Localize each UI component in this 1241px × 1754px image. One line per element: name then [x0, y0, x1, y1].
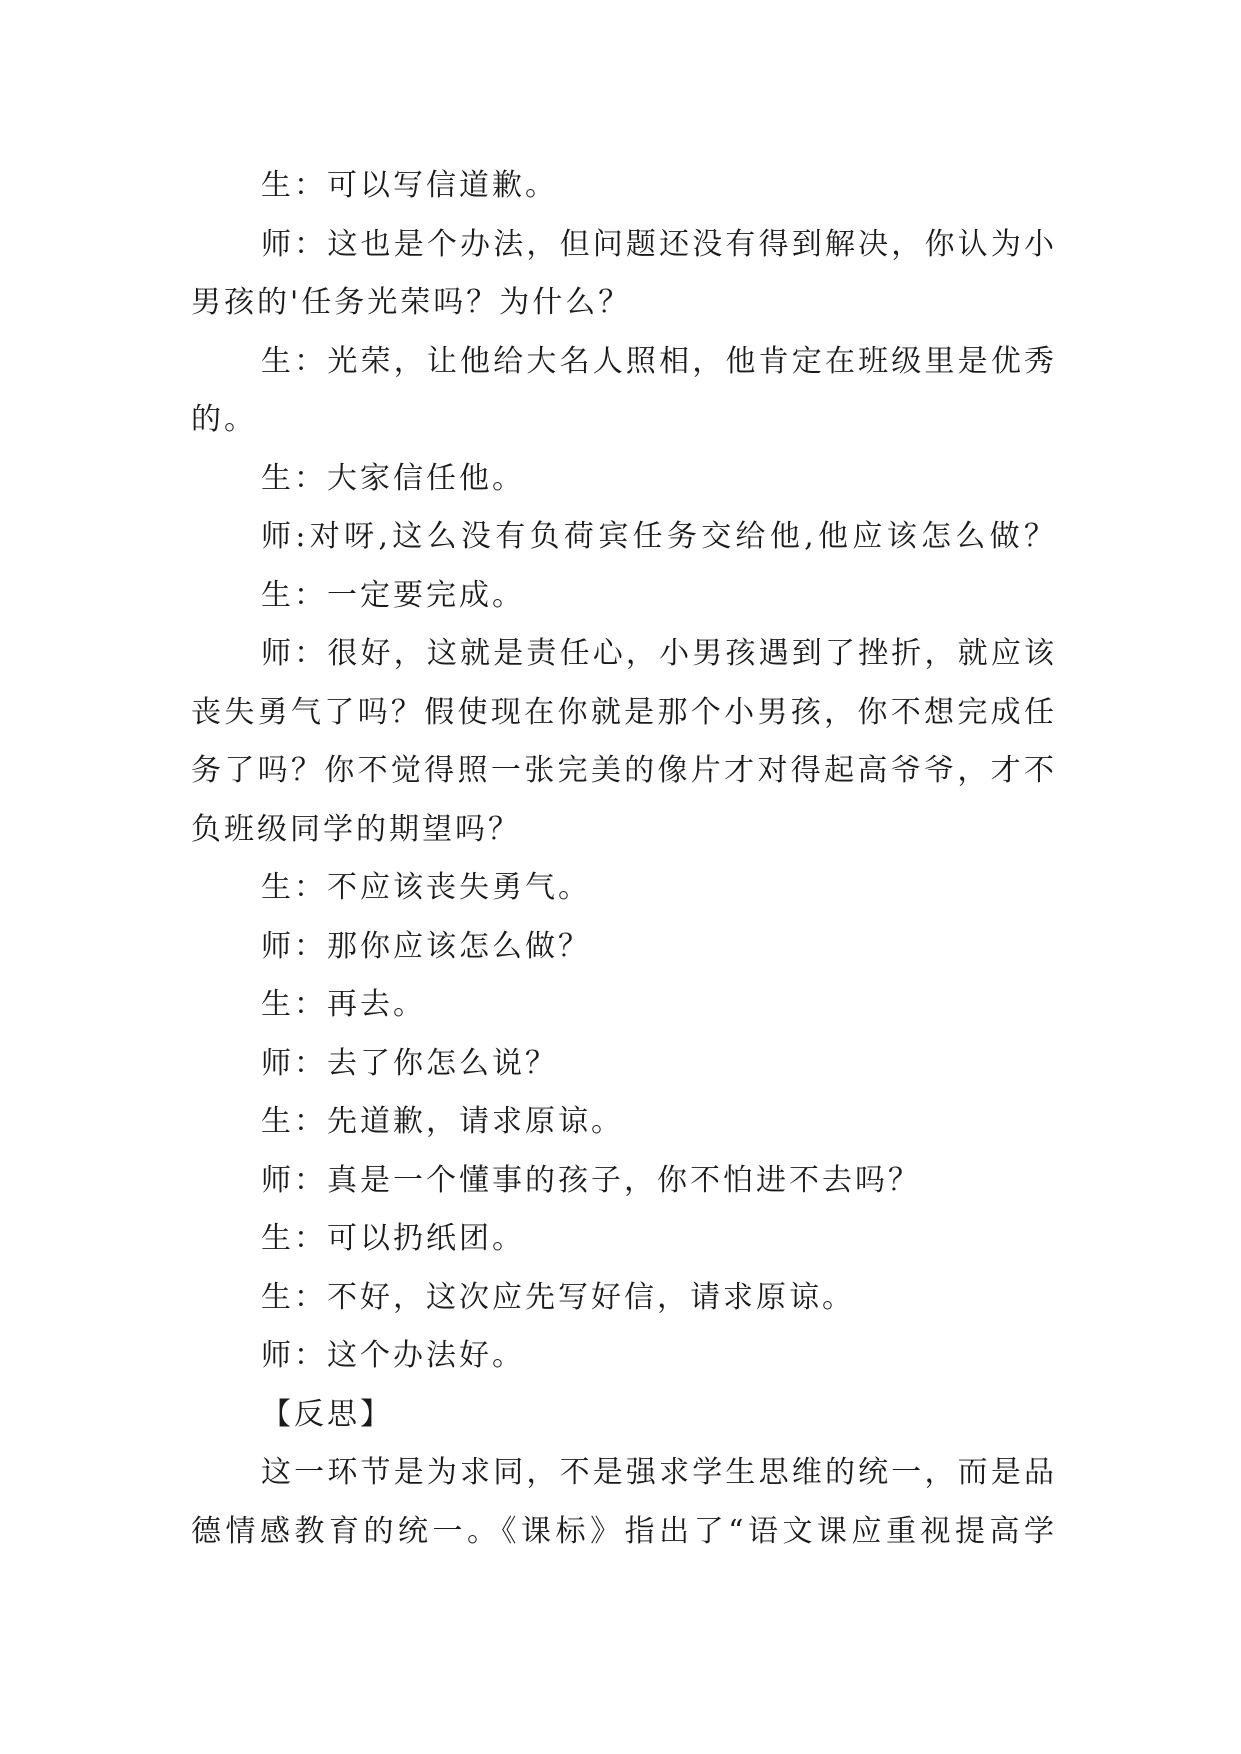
document-body [191, 157, 1057, 1561]
paragraph-line: 师：真是一个懂事的孩子，你不怕进不去吗？ [261, 1162, 921, 1198]
paragraph-line: 务了吗？你不觉得照一张完美的像片才对得起高爷爷，才不 [191, 753, 1057, 788]
paragraph [191, 1093, 1057, 1152]
paragraph-line: 生：光荣，让他给大名人照相，他肯定在班级里是优秀 [261, 343, 1057, 379]
paragraph-line: 师：这也是个办法，但问题还没有得到解决，你认为小 [261, 226, 1057, 262]
paragraph-line: 生：不好，这次应先写好信，请求原谅。 [261, 1279, 855, 1315]
paragraph-line: 师:对呀,这么没有负荷宾任务交给他,他应该怎么做？ [261, 519, 1057, 554]
paragraph-line: 生：大家信任他。 [261, 460, 525, 496]
paragraph [191, 567, 1057, 626]
paragraph-line: 男孩的'任务光荣吗？为什么？ [191, 285, 632, 320]
paragraph [191, 1444, 1057, 1561]
paragraph-line: 师：很好，这就是责任心，小男孩遇到了挫折，就应该 [261, 636, 1057, 671]
paragraph-line: 生：先道歉，请求原谅。 [261, 1104, 624, 1139]
paragraph [191, 1152, 1057, 1211]
paragraph [191, 216, 1057, 333]
paragraph-line: 师：那你应该怎么做？ [261, 928, 591, 964]
paragraph-line: 生：不应该丧失勇气。 [261, 870, 591, 905]
paragraph [191, 450, 1057, 509]
paragraph [191, 508, 1057, 567]
paragraph-line: 师：这个办法好。 [261, 1338, 525, 1373]
paragraph [191, 157, 1057, 216]
paragraph [191, 1210, 1057, 1269]
paragraph [191, 1035, 1057, 1094]
paragraph-line: 生：可以写信道歉。 [261, 168, 558, 203]
paragraph [191, 333, 1057, 450]
paragraph-line: 这一环节是为求同，不是强求学生思维的统一，而是品 [261, 1455, 1057, 1490]
section-heading [191, 1386, 1057, 1445]
paragraph [191, 1269, 1057, 1328]
paragraph-line: 师：去了你怎么说？ [261, 1045, 558, 1081]
section-heading-text: 【反思】 [261, 1396, 393, 1432]
paragraph-line: 的。 [191, 402, 257, 437]
paragraph [191, 976, 1057, 1035]
paragraph-line: 生：可以扔纸团。 [261, 1221, 525, 1256]
paragraph [191, 918, 1057, 977]
paragraph-line: 负班级同学的期望吗？ [191, 811, 521, 847]
paragraph-line: 丧失勇气了吗？假使现在你就是那个小男孩，你不想完成任 [191, 694, 1057, 730]
paragraph-line: 生：再去。 [261, 987, 426, 1022]
paragraph [191, 1327, 1057, 1386]
paragraph [191, 859, 1057, 918]
paragraph-line: 生：一定要完成。 [261, 577, 525, 613]
paragraph [191, 625, 1057, 859]
paragraph-line: 德情感教育的统一。《课标》指出了“语文课应重视提高学 [191, 1513, 1057, 1549]
